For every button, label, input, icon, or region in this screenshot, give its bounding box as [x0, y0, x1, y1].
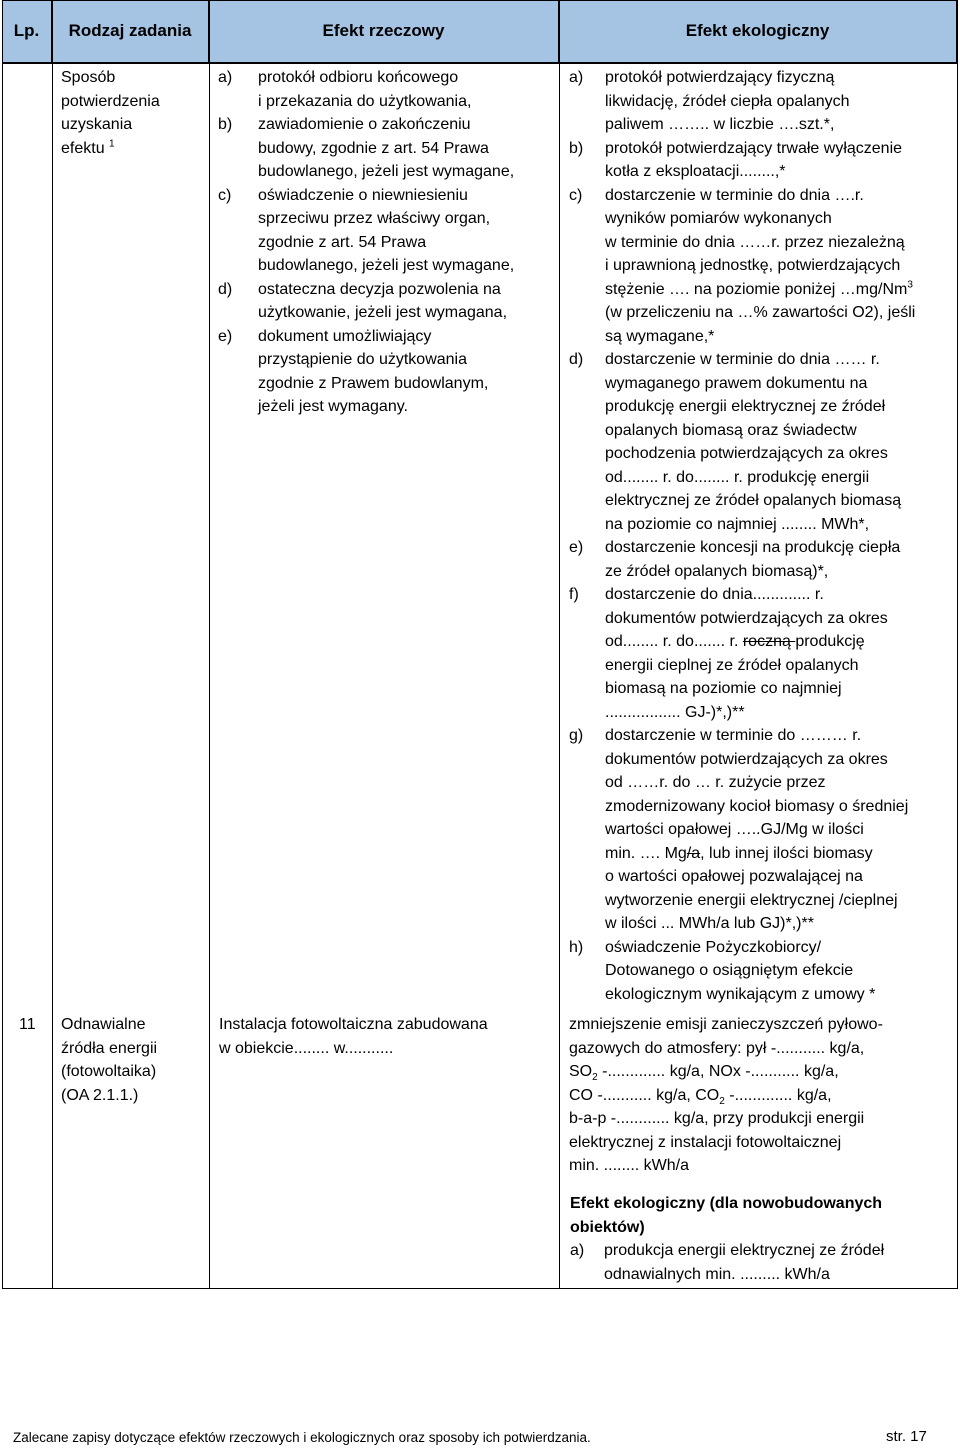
table-bottom-border [2, 1288, 958, 1289]
row-divider [2, 63, 958, 64]
item-label: b) [218, 116, 233, 133]
item-label: e) [569, 539, 584, 556]
item-text: protokół odbioru końcowego i przekazania do użytkowania, [258, 69, 472, 110]
item-text: dostarczenie w terminie do dnia …… r. wymaganego prawem dokumentu na produkcję energii elektrycznej ze źródeł opalanych biomasą oraz świadectw pochodzenia potwierdzających za okres od........ r. do........ r. produkcję energii elektrycznej ze źródeł opalanych biomasą na poziomie co najmniej ........ MWh*, [605, 351, 902, 533]
col-divider-1 [52, 0, 53, 1289]
item-label: g) [569, 727, 584, 744]
label-line [61, 137, 206, 161]
list-item [569, 66, 955, 137]
list-item [569, 724, 955, 936]
list-item [218, 113, 556, 184]
header-rzeczowy: Efekt rzeczowy [209, 0, 559, 63]
item-label: e) [218, 327, 233, 345]
table-left-border [2, 0, 3, 1289]
label-line: uzyskania [61, 116, 133, 133]
item-label: h) [569, 938, 584, 956]
label-text: efektu [61, 139, 110, 157]
item-label: b) [569, 139, 584, 157]
footnote-ref: 1 [109, 138, 115, 150]
item-label: f) [569, 586, 579, 603]
item-label: a) [218, 69, 233, 86]
list-item [569, 137, 955, 184]
item-text: dostarczenie w terminie do ……… r. dokumentów potwierdzających za okres od ……r. do … r. zużycie przez zmodernizowany kocioł biomasy o średniej wartości opałowej …..GJ/Mg w ilości min. …. Mg/a, lub innej ilości biomasy o wartości opałowej pozwalającej na wytworzenie energii elektrycznej /cieplnej w ilości ... MWh/a lub GJ)*,)** [605, 727, 909, 932]
item-text: produkcja energii elektrycznej ze źródeł odnawialnych min. ......... kWh/a [604, 1242, 885, 1283]
section-title: obiektów) [570, 1218, 645, 1236]
section-title: Efekt ekologiczny (dla nowobudowanych [570, 1195, 883, 1212]
item-text: protokół potwierdzający fizyczną likwidację, źródeł ciepła opalanych paliwem …….. w liczbie ….szt.*, [605, 69, 850, 133]
item-label: c) [218, 186, 232, 204]
row-ekologiczny-emisje: zmniejszenie emisji zanieczyszczeń pyłowo- gazowych do atmosfery: pył -........... kg/a, $SO_2$ -............. kg/a, NOx -........... kg/a, CO -........... kg/a, $CO_2$ -............. kg/a, b-a-p -............ kg/a, przy produkcji energii elektrycznej z instalacji fotowoltaicznej min. ........ kWh/a [569, 1016, 883, 1174]
list-item [218, 278, 556, 325]
row-ekologiczny-nowe-obiekty [570, 1192, 956, 1286]
label-line: Sposób [61, 69, 116, 86]
col-divider-2 [209, 0, 210, 1289]
list-item [218, 66, 556, 113]
list-item [570, 1239, 956, 1286]
row-label-sposob [61, 66, 206, 160]
header-ekologiczny: Efekt ekologiczny [559, 0, 957, 63]
rzeczowy-list [218, 66, 556, 419]
page-number: str. 17 [886, 1428, 927, 1445]
item-text: oświadczenie o niewniesieniu sprzeciwu przez właściwy organ, zgodnie z art. 54 Prawa budowlanego, jeżeli jest wymagane, [258, 186, 515, 274]
col-divider-3 [559, 0, 560, 1289]
item-text: dostarczenie do dnia............. r. dokumentów potwierdzających za okres od........ r. do....... r. roczną produkcję energii cieplnej ze źródeł opalanych biomasą na poziomie co najmniej ................. GJ-)*,)** [605, 586, 888, 721]
item-text: protokół potwierdzający trwałe wyłączenie kotła z eksploatacji........,* [605, 139, 903, 180]
item-text: oświadczenie Pożyczkobiorcy/ Dotowanego o osiągniętym efekcie ekologicznym wynikającym z umowy * [605, 938, 876, 1003]
item-text: dokument umożliwiający przystąpienie do użytkowania zgodnie z Prawem budowlanym, jeżeli jest wymagany. [258, 327, 489, 415]
table-right-border [957, 0, 958, 1289]
header-rodzaj: Rodzaj zadania [52, 0, 209, 63]
list-item [569, 936, 955, 1007]
footer-note: Zalecane zapisy dotyczące efektów rzeczowych i ekologicznych oraz sposoby ich potwierdzania. [13, 1430, 591, 1445]
ekologiczny-list [569, 66, 955, 1006]
list-item [569, 583, 955, 724]
header-lp: Lp. [2, 0, 52, 63]
row-rzeczowy-instalacja: Instalacja fotowoltaiczna zabudowana w obiekcie........ w........... [219, 1016, 488, 1057]
row-lp-11: 11 [19, 1016, 36, 1033]
item-text: ostateczna decyzja pozwolenia na użytkowanie, jeżeli jest wymagana, [258, 280, 508, 321]
item-label: d) [569, 351, 584, 368]
item-label: a) [570, 1242, 585, 1259]
list-item [569, 348, 955, 536]
table-top-border [2, 0, 958, 1]
list-item [218, 325, 556, 419]
label-line: potwierdzenia [61, 92, 160, 110]
item-text: dostarczenie w terminie do dnia ….r. wyników pomiarów wykonanych w terminie do dnia ……r. przez niezależną i uprawnioną jednostkę, potwierdzających stężenie …. na poziomie poniżej …mg/Nm$^3$ (w przeliczeniu na …% zawartości O2), jeśli są wymagane,* [605, 186, 916, 345]
item-text: dostarczenie koncesji na produkcję ciepła ze źródeł opalanych biomasą)*, [605, 539, 901, 580]
list-item [218, 184, 556, 278]
item-label: c) [569, 186, 583, 204]
item-label: a) [569, 69, 584, 86]
row-rodzaj-fotowoltaika: Odnawialne źródła energii (fotowoltaika) (OA 2.1.1.) [61, 1016, 158, 1104]
item-text: zawiadomienie o zakończeniu budowy, zgodnie z art. 54 Prawa budowlanego, jeżeli jest wymagane, [258, 116, 515, 180]
list-item [569, 536, 955, 583]
list-item [569, 184, 955, 349]
item-label: d) [218, 280, 233, 298]
